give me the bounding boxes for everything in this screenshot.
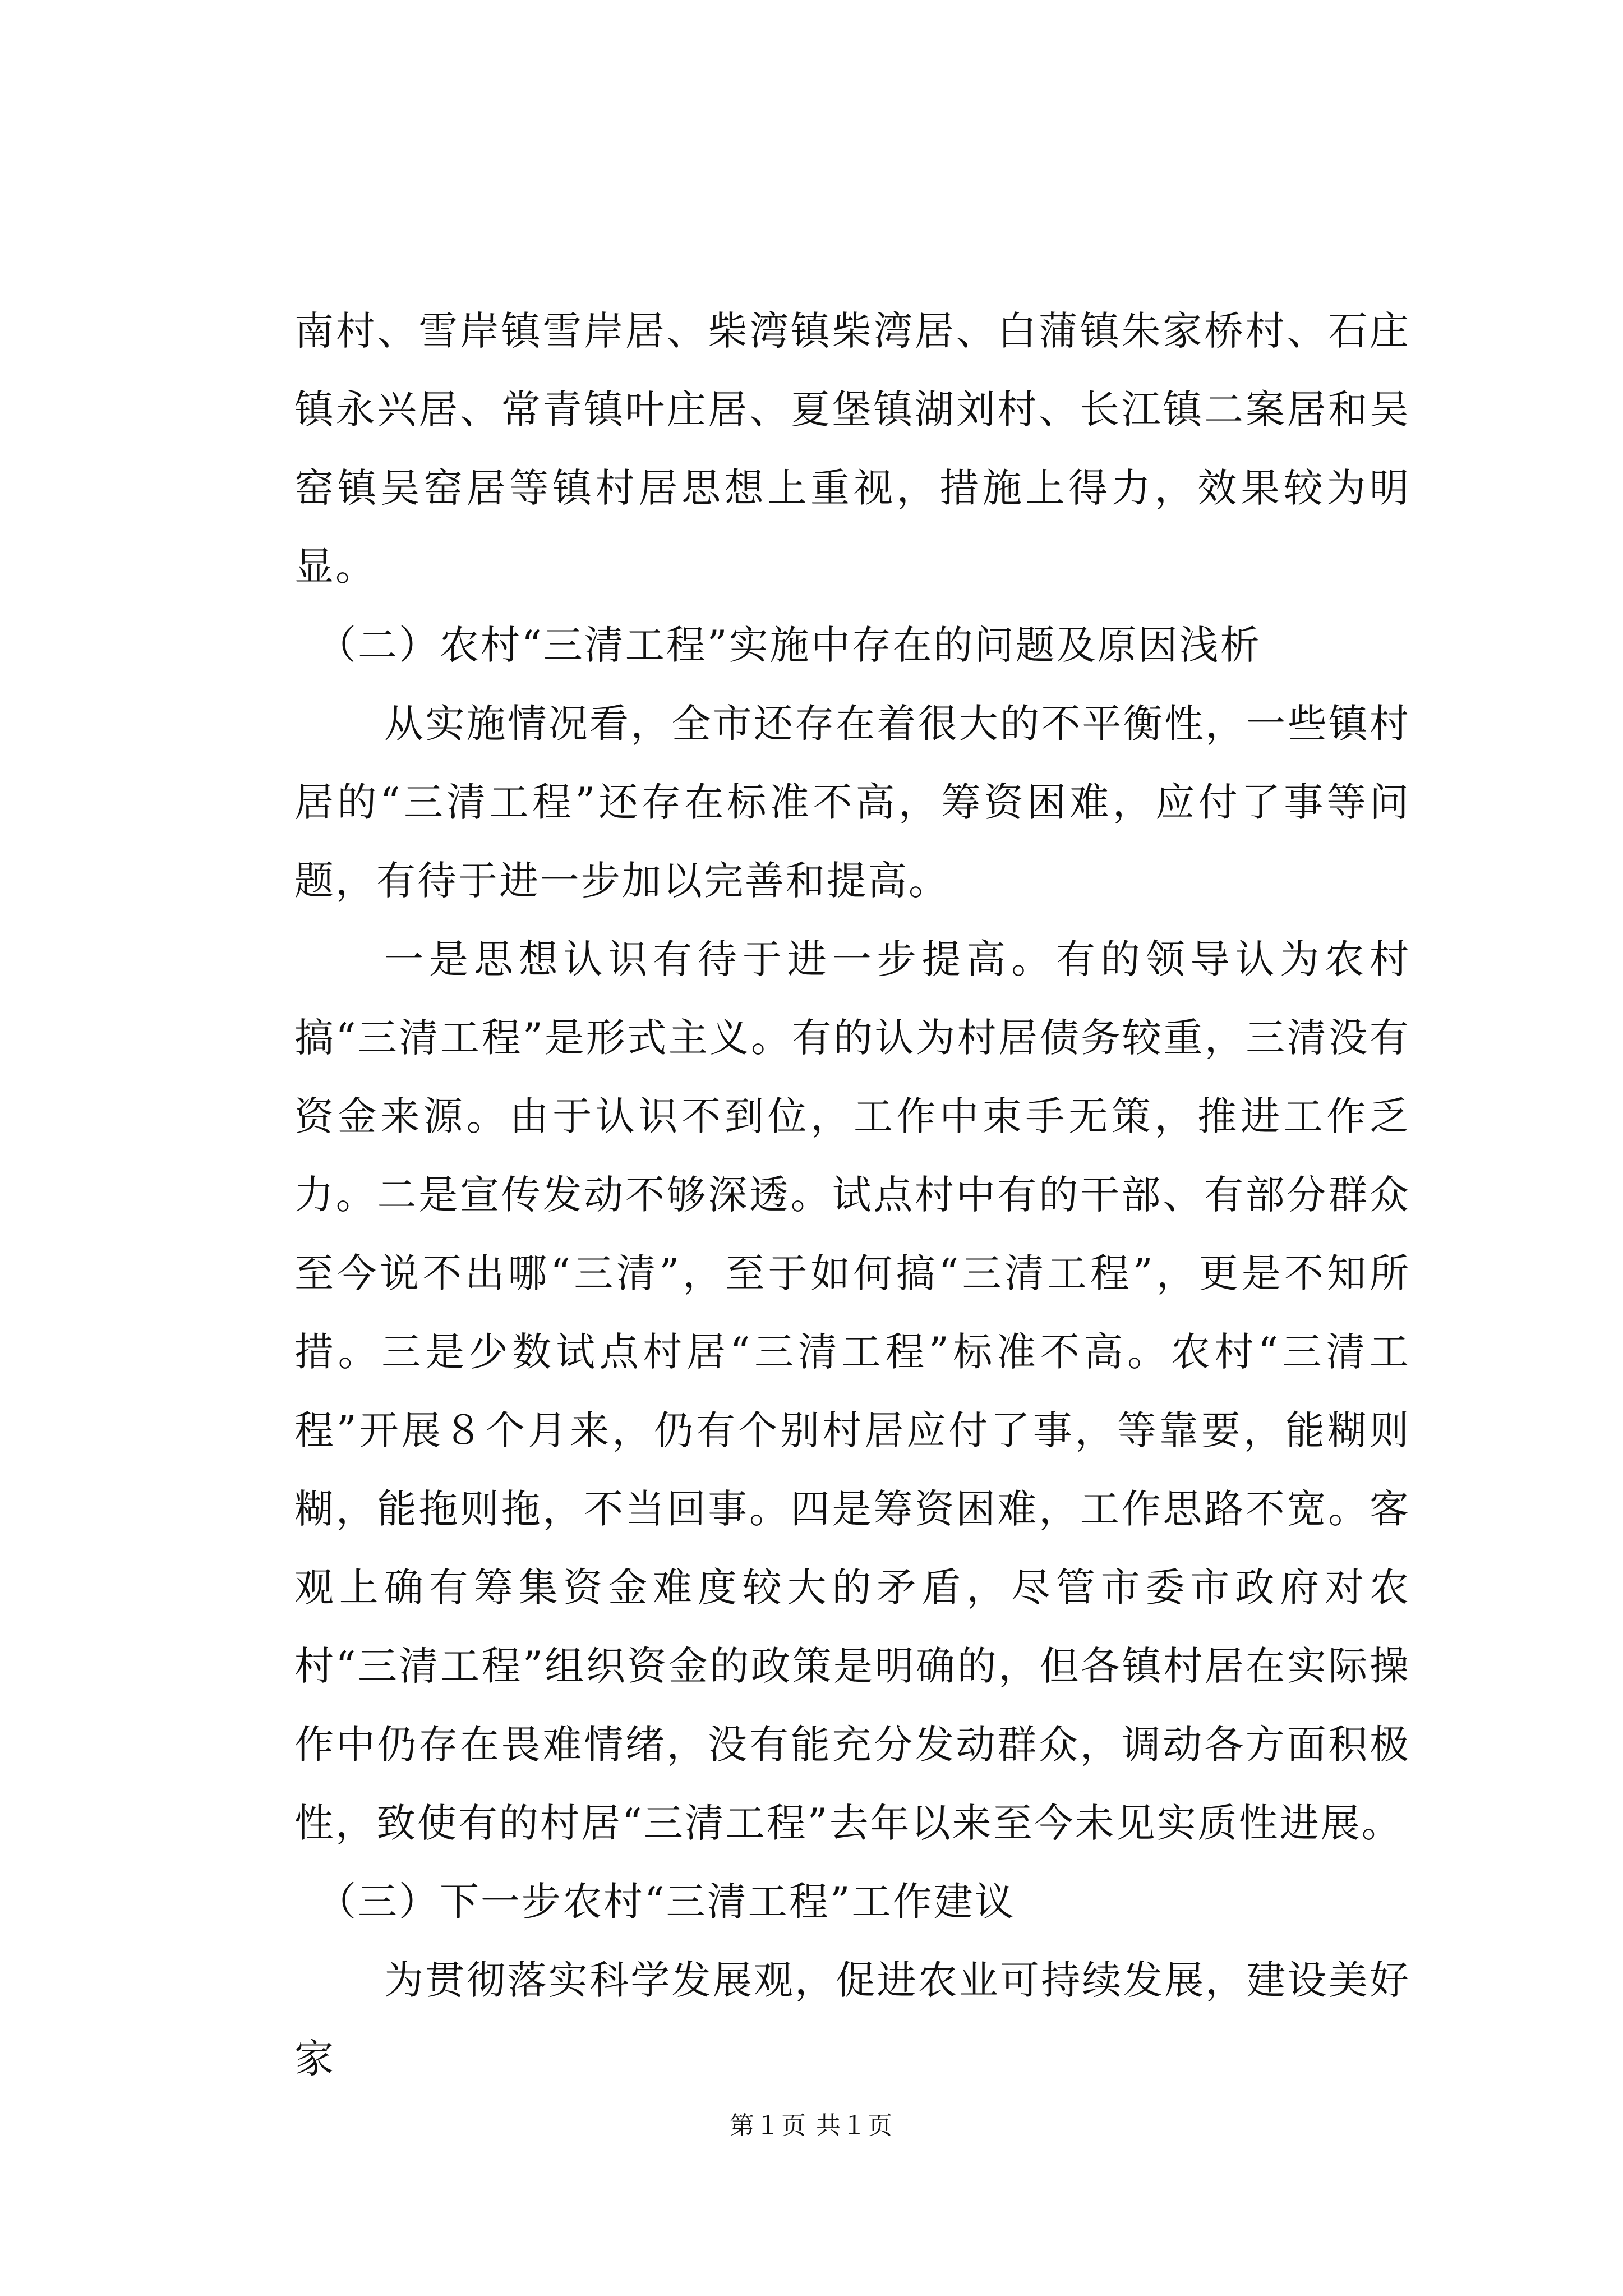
document-body: [294, 292, 1410, 2098]
section-heading-3: （三）下一步农村“三清工程”工作建议: [317, 1879, 1016, 1925]
paragraph-problems: 一是思想认识有待于进一步提高。有的领导认为农村搞“三清工程”是形式主义。有的认为村居债务较重，三清没有资金来源。由于认识不到位，工作中束手无策，推进工作乏力。二是宣传发动不够深透。试点村中有的干部、有部分群众至今说不出哪“三清”，至于如何搞“三清工程”，更是不知所措。三是少数试点村居“三清工程”标准不高。农村“三清工程”开展８个月来，仍有个别村居应付了事，等靠要，能糊则糊，能拖则拖，不当回事。四是筹资困难，工作思路不宽。客观上确有筹集资金难度较大的矛盾，尽管市委市政府对农村“三清工程”组织资金的政策是明确的，但各镇村居在实际操作中仍存在畏难情绪，没有能充分发动群众，调动各方面积极性，致使有的村居“三清工程”去年以来至今未见实质性进展。: [294, 936, 1410, 1846]
paragraph-suggestions: 为贯彻落实科学发展观，促进农业可持续发展，建设美好家: [294, 1957, 1410, 2082]
paragraph-overview: 从实施情况看，全市还存在着很大的不平衡性，一些镇村居的“三清工程”还存在标准不高，筹资困难，应付了事等问题，有待于进一步加以完善和提高。: [294, 701, 1410, 904]
section-heading-2: （二）农村“三清工程”实施中存在的问题及原因浅析: [317, 622, 1261, 668]
paragraph-continuation: 南村、雪岸镇雪岸居、柴湾镇柴湾居、白蒲镇朱家桥村、石庄镇永兴居、常青镇叶庄居、夏堡镇湖刘村、长江镇二案居和吴窑镇吴窑居等镇村居思想上重视，措施上得力，效果较为明显。: [294, 308, 1410, 590]
page-footer: 第１页 共１页: [730, 2111, 893, 2140]
